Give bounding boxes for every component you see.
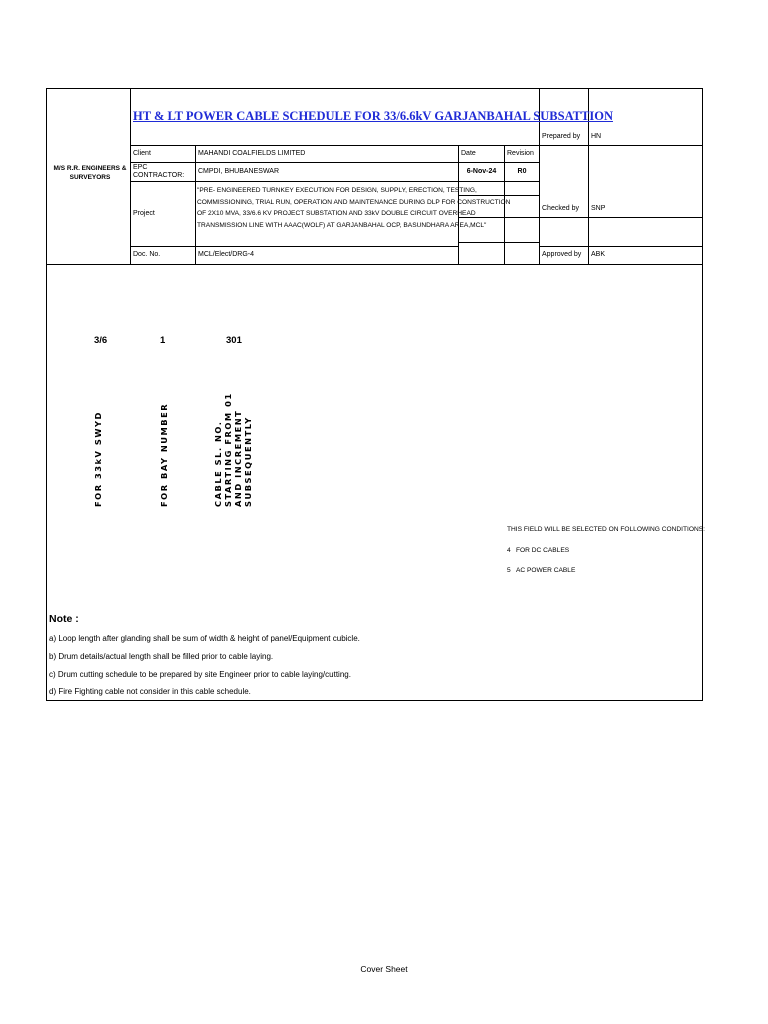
cable-code-line: CABLE SL. NO. <box>213 420 223 507</box>
project-label: Project <box>133 209 155 217</box>
company-name: M/S R.R. ENGINEERS & SURVEYORS <box>53 165 127 181</box>
approved-by-label: Approved by <box>542 251 582 259</box>
approved-by-value: ABK <box>591 251 606 259</box>
swyd-code-label: FOR 33kV SWYD <box>93 411 103 507</box>
checked-by-value: SNP <box>591 204 606 212</box>
date-value: 6-Nov-24 <box>466 167 497 175</box>
grid-line <box>539 217 703 218</box>
prepared-by-value: HN <box>591 132 602 140</box>
condition-text: AC POWER CABLE <box>516 567 576 574</box>
conditions-heading: THIS FIELD WILL BE SELECTED ON FOLLOWING CONDITIONS: <box>507 526 705 533</box>
client-value: MAHANDI COALFIELDS LIMITED <box>198 149 306 157</box>
grid-line <box>458 242 539 243</box>
project-line: OF 2X10 MVA, 33/6.6 KV PROJECT SUBSTATION AND 33kV DOUBLE CIRCUIT OVERHEAD <box>197 210 476 218</box>
grid-line <box>47 264 703 265</box>
date-label: Date <box>461 149 476 157</box>
note-item: d) Fire Fighting cable not consider in this cable schedule. <box>49 687 251 696</box>
project-line: "PRE- ENGINEERED TURNKEY EXECUTION FOR DESIGN, SUPPLY, ERECTION, TESTING, <box>197 187 477 194</box>
revision-value: R0 <box>517 167 527 175</box>
condition-number: 4 <box>507 547 511 554</box>
condition-number: 5 <box>507 567 511 574</box>
cable-code-line: AND INCREMENT <box>233 409 243 507</box>
project-line: TRANSMISSION LINE WITH AAAC(WOLF) AT GARJANBAHAL OCP, BASUNDHARA AREA,MCL" <box>197 221 487 229</box>
note-item: b) Drum details/actual length shall be filled prior to cable laying. <box>49 652 274 661</box>
cable-code-line: SUBSEQUENTLY <box>243 416 253 507</box>
grid-line <box>539 145 703 146</box>
bay-code-label: FOR BAY NUMBER <box>159 402 169 507</box>
checked-by-label: Checked by <box>542 204 579 212</box>
project-description <box>197 185 511 231</box>
doc-number-value: MCL/Elect/DRG-4 <box>198 251 255 259</box>
cable-code-label <box>213 392 253 507</box>
cover-sheet <box>46 88 703 701</box>
notes-title: Note : <box>49 613 79 625</box>
note-item: c) Drum cutting schedule to be prepared by site Engineer prior to cable laying/cutting. <box>49 670 351 679</box>
epc-value: CMPDI, BHUBANESWAR <box>198 167 280 175</box>
bay-code: 1 <box>160 335 166 346</box>
cable-code: 301 <box>226 335 242 346</box>
prepared-by-label: Prepared by <box>542 132 581 140</box>
document-title: HT & LT POWER CABLE SCHEDULE FOR 33/6.6kV GARJANBAHAL SUBSATTION <box>133 109 613 123</box>
client-label: Client <box>133 149 151 157</box>
sheet-tab-name: Cover Sheet <box>360 964 408 974</box>
note-item: a) Loop length after glanding shall be sum of width & height of panel/Equipment cubicle. <box>49 634 360 643</box>
cable-code-line: STARTING FROM 01 <box>223 392 233 507</box>
doc-number-label: Doc. No. <box>133 251 161 259</box>
epc-label: EPC CONTRACTOR: <box>133 163 185 179</box>
project-line: COMMISSIONING, TRIAL RUN, OPERATION AND MAINTENANCE DURING DLP FOR CONSTRUCTION <box>197 198 511 206</box>
swyd-code: 3/6 <box>94 335 108 346</box>
revision-label: Revision <box>507 149 534 157</box>
condition-text: FOR DC CABLES <box>516 547 570 554</box>
